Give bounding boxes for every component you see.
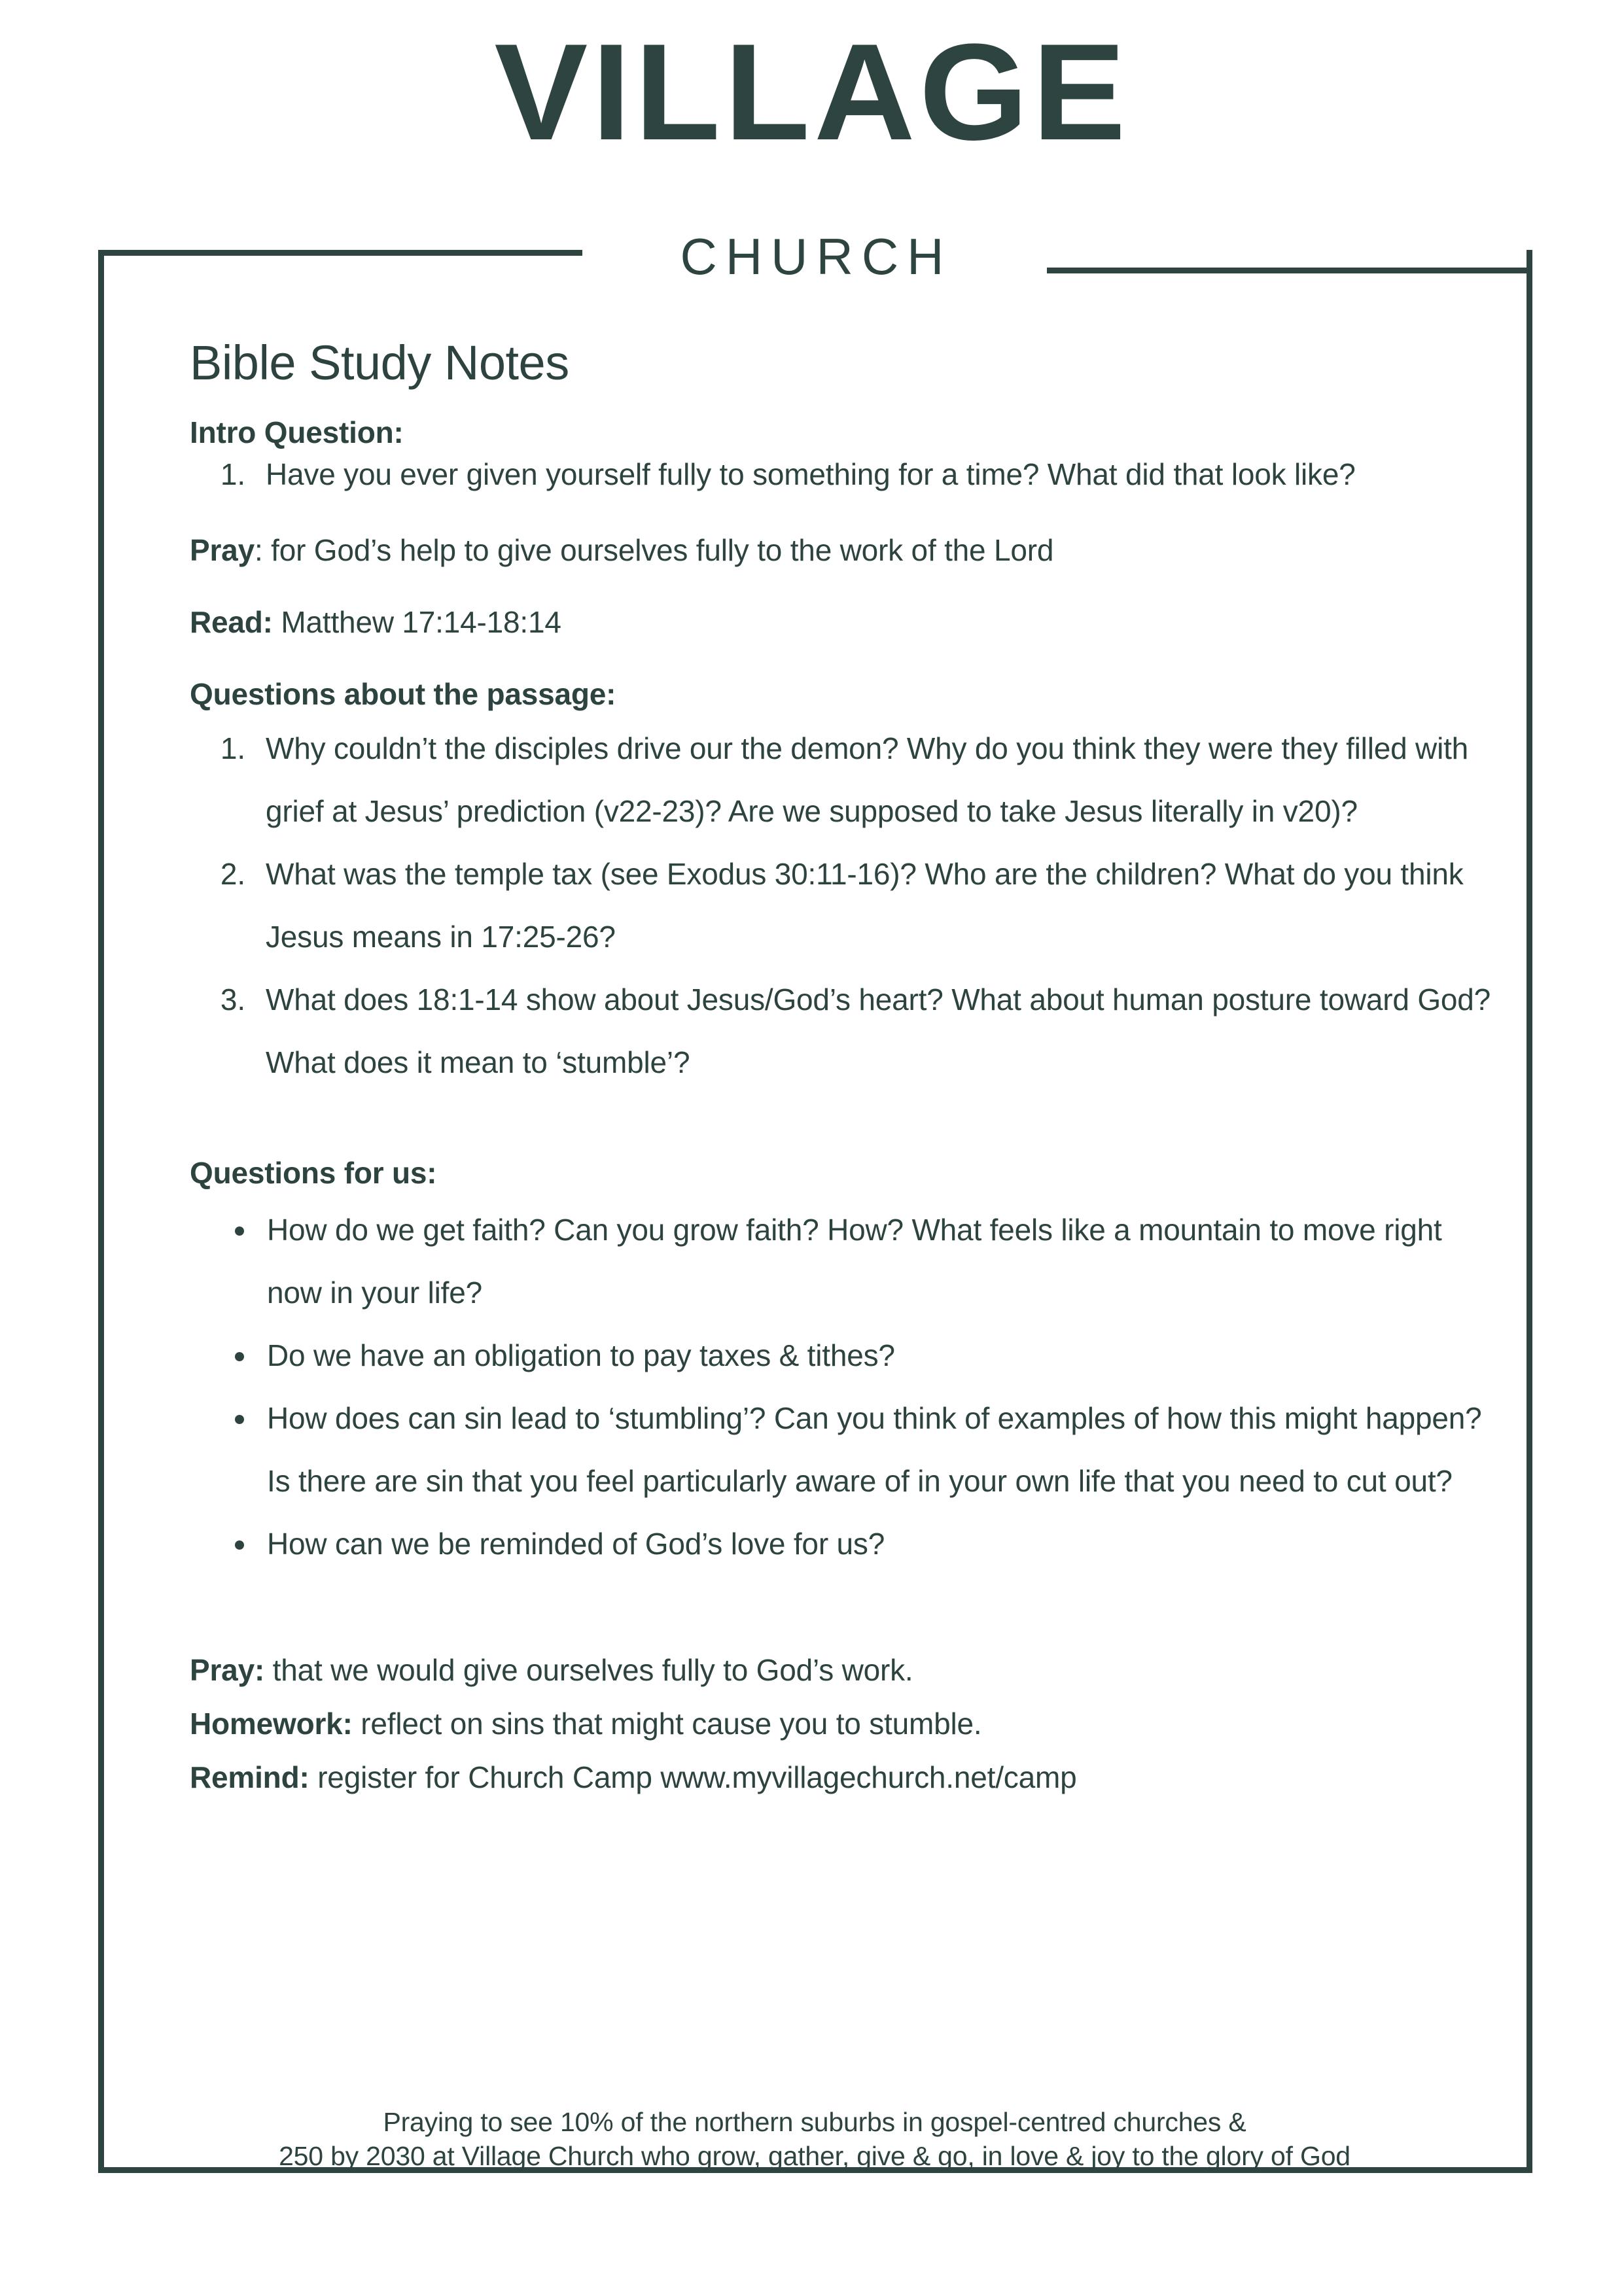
notes-content (190, 335, 1492, 1796)
questions-for-us-list (190, 1198, 1492, 1575)
pray-top-label: Pray (190, 533, 255, 567)
us-item-text: • How can we be reminded of God’s love for us? (267, 1527, 885, 1561)
mission-statement-footer (118, 2105, 1511, 2173)
us-item-text: • Do we have an obligation to pay taxes & tithes? (267, 1338, 895, 1372)
homework-text: reflect on sins that might cause you to stumble. (352, 1707, 982, 1741)
passage-question-list (190, 717, 1492, 1094)
list-item (258, 1198, 1492, 1324)
intro-item-text: 1. Have you ever given yourself fully to something for a time? What did that look like? (266, 457, 1356, 491)
brand-wordmark-church: CHURCH (680, 228, 953, 285)
list-item (258, 1387, 1492, 1512)
homework-line (190, 1705, 1492, 1743)
list-item (258, 1512, 1492, 1575)
list-item (254, 968, 1492, 1094)
pray-bottom-line (190, 1651, 1492, 1689)
pray-top-text: : for God’s help to give ourselves fully to the work of the Lord (254, 533, 1054, 567)
pray-bottom-label: Pray: (190, 1653, 265, 1687)
brand-wordmark-village: VILLAGE (494, 15, 1130, 169)
read-text: Matthew 17:14-18:14 (272, 605, 561, 639)
us-item-text: • How do we get faith? Can you grow faith? How? What feels like a mountain to move right now in your life? (267, 1213, 1442, 1310)
pray-top-line (190, 531, 1492, 569)
intro-question-list (190, 455, 1492, 493)
list-item (254, 843, 1492, 968)
passage-item-text: 2. What was the temple tax (see Exodus 30:11-16)? Who are the children? What do you think Jesus means in 17:25-26? (266, 857, 1464, 954)
heading-intro-question: Intro Question: (190, 415, 404, 449)
list-item (254, 717, 1492, 843)
passage-item-text: 3. What does 18:1-14 show about Jesus/God’s heart? What about human posture toward God? What does it mean to ‘stumble’? (266, 983, 1491, 1079)
remind-label: Remind: (190, 1760, 309, 1794)
heading-passage-questions: Questions about the passage: (190, 677, 616, 711)
list-item (258, 1324, 1492, 1387)
remind-text: register for Church Camp www.myvillagechurch.net/camp (309, 1760, 1077, 1794)
list-item (254, 455, 1492, 493)
mission-line-1: Praying to see 10% of the northern suburbs in gospel-centred churches & (383, 2107, 1246, 2137)
passage-item-text: 1. Why couldn’t the disciples drive our the demon? Why do you think they were they filled with grief at Jesus’ prediction (v22-23)? Are we supposed to take Jesus literally in v20)? (266, 731, 1469, 828)
pray-bottom-text: that we would give ourselves fully to God’s work. (264, 1653, 913, 1687)
us-item-text: • How does can sin lead to ‘stumbling’? Can you think of examples of how this might happen? Is there are sin that you feel particularly aware of in your own life that you need to cut out? (267, 1401, 1482, 1498)
mission-line-2: 250 by 2030 at Village Church who grow, gather, give & go, in love & joy to the glory of God (279, 2141, 1350, 2171)
read-label: Read: (190, 605, 273, 639)
heading-questions-for-us: Questions for us: (190, 1156, 437, 1190)
page-title: Bible Study Notes (190, 336, 569, 390)
homework-label: Homework: (190, 1707, 353, 1741)
remind-line (190, 1758, 1492, 1796)
read-line (190, 603, 1492, 641)
